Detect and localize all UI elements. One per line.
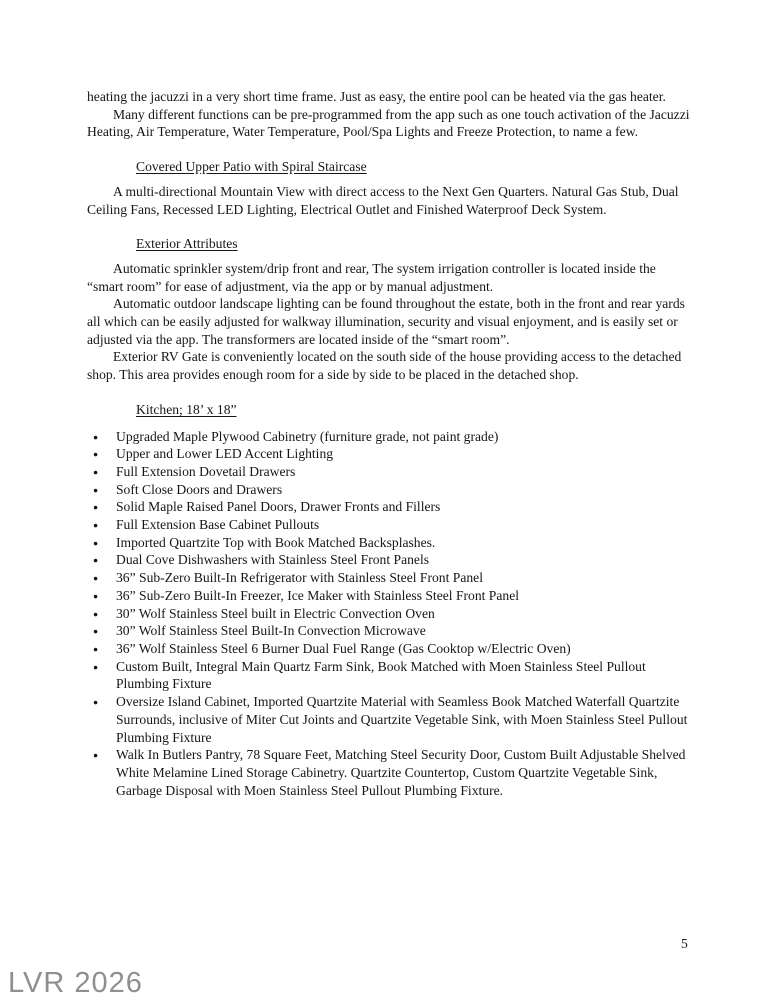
page-number: 5 [681, 936, 688, 951]
kitchen-list-item: ● Oversize Island Cabinet, Imported Quartzite Material with Seamless Book Matched Waterfall Quartzite Surrounds, inclusive of Miter Cut Joints and Quartzite Vegetable Sink, with Moen Stainless Steel Pullout Plumbing Fixture [87, 693, 691, 746]
kitchen-list-item: ● Imported Quartzite Top with Book Matched Backsplashes. [87, 534, 691, 552]
paragraph-rv-gate: Exterior RV Gate is conveniently located on the south side of the house providing access to the detached shop. This area provides enough room for a side by side to be placed in the detached shop. [87, 349, 682, 383]
watermark-lvr-2026: LVR 2026 [8, 967, 143, 999]
kitchen-list-item: ● Full Extension Base Cabinet Pullouts [87, 516, 691, 534]
paragraph-app-functions: Many different functions can be pre-programmed from the app such as one touch activation of the Jacuzzi Heating, Air Temperature, Water Temperature, Pool/Spa Lights and Freeze Protection, to name a few. [87, 106, 690, 140]
kitchen-list-item: ● Solid Maple Raised Panel Doors, Drawer Fronts and Fillers [87, 498, 691, 516]
kitchen-list-item: ● Custom Built, Integral Main Quartz Farm Sink, Book Matched with Moen Stainless Steel Pullout Plumbing Fixture [87, 658, 691, 693]
heading-kitchen [87, 401, 691, 419]
kitchen-feature-list [87, 428, 691, 800]
kitchen-list-item: ● Dual Cove Dishwashers with Stainless Steel Front Panels [87, 551, 691, 569]
kitchen-list-item: ● 36” Wolf Stainless Steel 6 Burner Dual Fuel Range (Gas Cooktop w/Electric Oven) [87, 640, 691, 658]
paragraph-pool-heating-continued: heating the jacuzzi in a very short time frame. Just as easy, the entire pool can be heated via the gas heater. [87, 89, 666, 104]
kitchen-list-item: ● 30” Wolf Stainless Steel built in Electric Convection Oven [87, 605, 691, 623]
kitchen-list-item: ● Upper and Lower LED Accent Lighting [87, 445, 691, 463]
heading-exterior-attributes [87, 235, 691, 253]
heading-covered-upper-patio [87, 158, 691, 176]
heading-covered-upper-patio-text: Covered Upper Patio with Spiral Staircase [136, 159, 367, 175]
document-content [87, 88, 691, 799]
paragraph-landscape-lighting: Automatic outdoor landscape lighting can be found throughout the estate, both in the front and rear yards all which can be easily adjusted for walkway illumination, security and visual enjoyment, and is easily set or adjusted via the app. The transformers are located inside of the “smart room”. [87, 296, 685, 347]
kitchen-list-item: ● Walk In Butlers Pantry, 78 Square Feet, Matching Steel Security Door, Custom Built Adjustable Shelved White Melamine Lined Storage Cabinetry. Quartzite Countertop, Custom Quartzite Vegetable Sink, Garbage Disposal with Moen Stainless Steel Pullout Plumbing Fixture. [87, 746, 691, 799]
kitchen-list-item: ● 36” Sub-Zero Built-In Freezer, Ice Maker with Stainless Steel Front Panel [87, 587, 691, 605]
paragraph-sprinkler-system: Automatic sprinkler system/drip front and rear, The system irrigation controller is located inside the “smart room” for ease of adjustment, via the app or by manual adjustment. [87, 260, 656, 294]
kitchen-list-item: ● Full Extension Dovetail Drawers [87, 463, 691, 481]
kitchen-list-item: ● Soft Close Doors and Drawers [87, 481, 691, 499]
heading-kitchen-text: Kitchen; 18’ x 18” [136, 401, 237, 417]
kitchen-list-item: ● 30” Wolf Stainless Steel Built-In Convection Microwave [87, 622, 691, 640]
heading-exterior-attributes-text: Exterior Attributes [136, 236, 238, 252]
kitchen-list-item: ● Upgraded Maple Plywood Cabinetry (furniture grade, not paint grade) [87, 428, 691, 446]
kitchen-list-item: ● 36” Sub-Zero Built-In Refrigerator with Stainless Steel Front Panel [87, 569, 691, 587]
paragraph-patio-description: A multi-directional Mountain View with direct access to the Next Gen Quarters. Natural Gas Stub, Dual Ceiling Fans, Recessed LED Lighting, Electrical Outlet and Finished Waterproof Deck System. [87, 183, 679, 217]
